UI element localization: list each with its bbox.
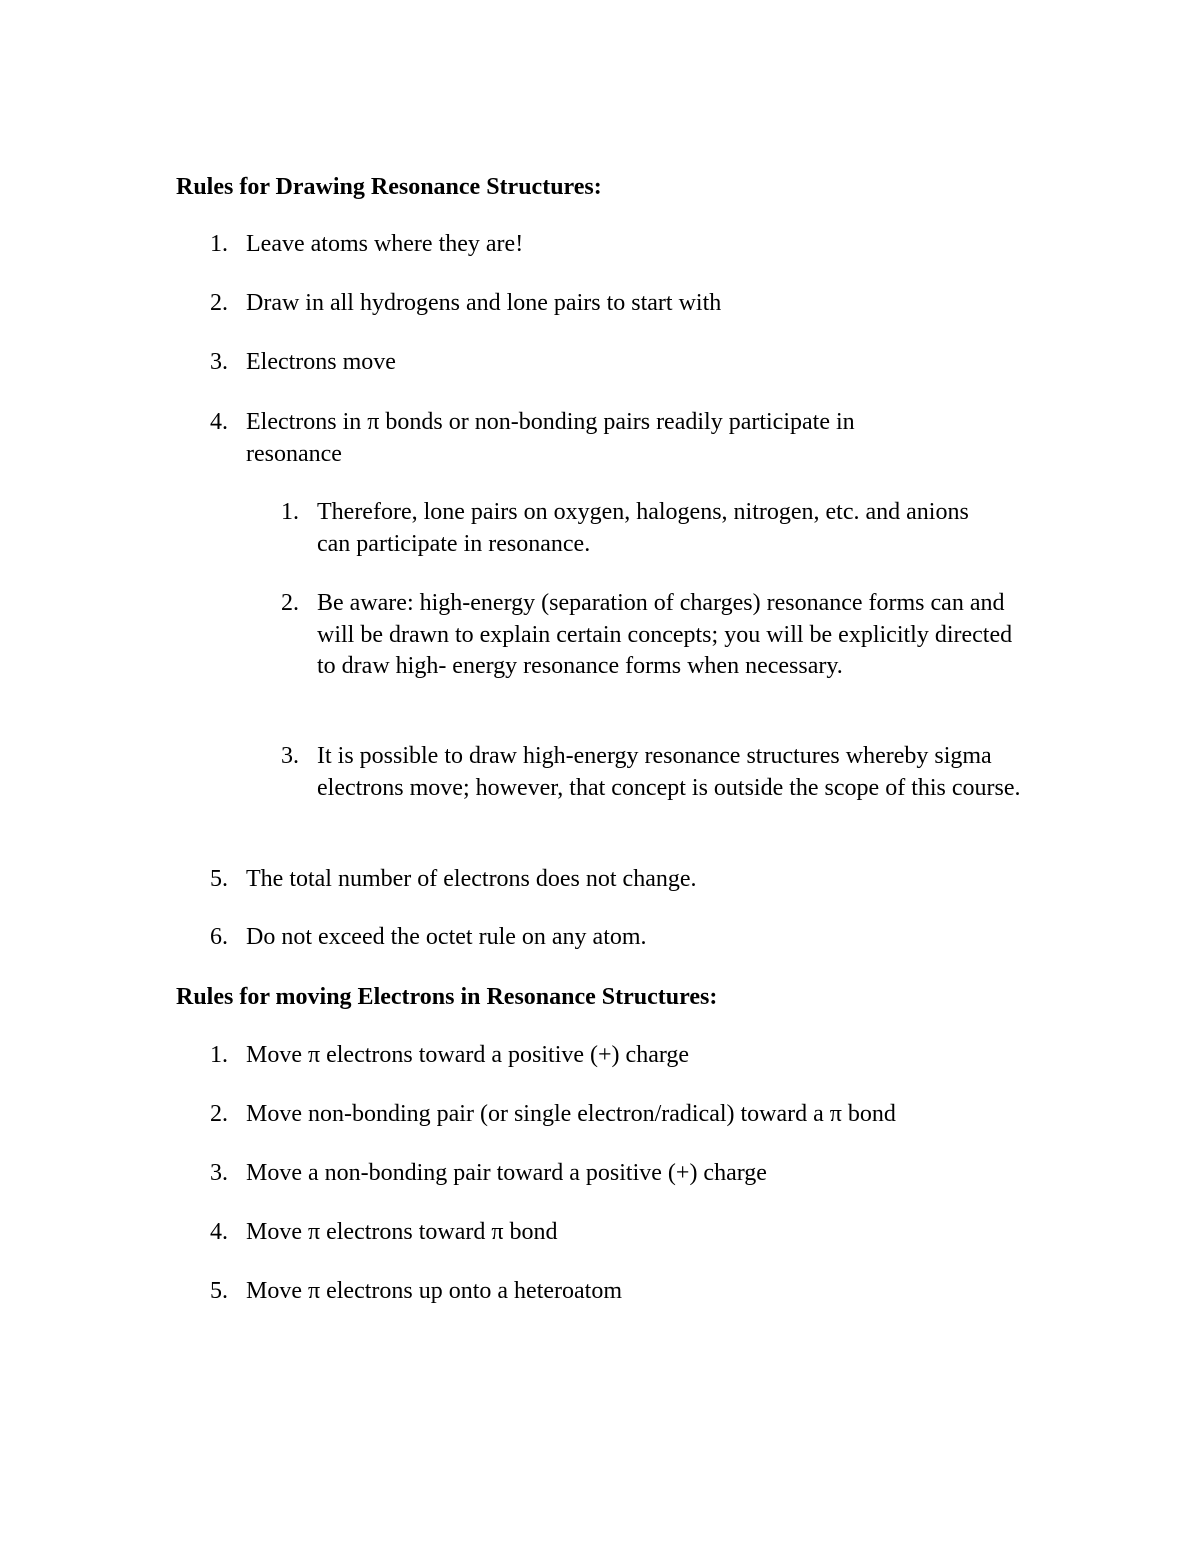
list-item bbox=[210, 1158, 1030, 1190]
list-number: 5. bbox=[210, 1278, 228, 1304]
list-item bbox=[210, 1276, 1030, 1308]
list-text: Draw in all hydrogens and lone pairs to start with bbox=[246, 290, 722, 316]
sub-list-item bbox=[281, 741, 1026, 804]
list-number: 3. bbox=[281, 743, 299, 769]
list-number: 1. bbox=[210, 1042, 228, 1068]
list-text: Move π electrons up onto a heteroatom bbox=[246, 1278, 623, 1304]
list-text: Electrons in π bonds or non-bonding pairs readily participate in resonance bbox=[246, 409, 855, 467]
section2-heading: Rules for moving Electrons in Resonance Structures: bbox=[176, 984, 718, 1010]
list-text: Do not exceed the octet rule on any atom. bbox=[246, 924, 647, 950]
list-item bbox=[210, 407, 950, 470]
list-text: Move non-bonding pair (or single electron/radical) toward a π bond bbox=[246, 1101, 896, 1127]
list-item bbox=[210, 1040, 1030, 1072]
list-item bbox=[210, 922, 1030, 954]
list-item bbox=[210, 864, 1030, 896]
list-item bbox=[210, 288, 1030, 320]
sub-list-item bbox=[281, 497, 1001, 560]
list-item bbox=[210, 347, 1030, 379]
list-number: 3. bbox=[210, 1160, 228, 1186]
list-number: 3. bbox=[210, 349, 228, 375]
list-item bbox=[210, 229, 1030, 261]
sub-list-item bbox=[281, 588, 1026, 683]
list-number: 5. bbox=[210, 866, 228, 892]
list-text: Be aware: high-energy (separation of charges) resonance forms can and will be drawn to explain certain concepts; you will be explicitly directed to draw high- energy resonance forms when necessary. bbox=[317, 590, 1013, 679]
list-number: 4. bbox=[210, 1219, 228, 1245]
list-text: Move π electrons toward π bond bbox=[246, 1219, 558, 1245]
list-number: 2. bbox=[210, 290, 228, 316]
list-text: It is possible to draw high-energy resonance structures whereby sigma electrons move; however, that concept is outside the scope of this course. bbox=[317, 743, 1021, 801]
list-text: Move π electrons toward a positive (+) charge bbox=[246, 1042, 690, 1068]
list-text: Electrons move bbox=[246, 349, 396, 375]
list-text: Therefore, lone pairs on oxygen, halogens, nitrogen, etc. and anions can participate in resonance. bbox=[317, 499, 969, 557]
list-number: 2. bbox=[210, 1101, 228, 1127]
list-number: 4. bbox=[210, 409, 228, 435]
list-text: Leave atoms where they are! bbox=[246, 231, 524, 257]
list-text: The total number of electrons does not change. bbox=[246, 866, 697, 892]
list-item bbox=[210, 1099, 1030, 1131]
list-text: Move a non-bonding pair toward a positive (+) charge bbox=[246, 1160, 767, 1186]
list-number: 6. bbox=[210, 924, 228, 950]
list-number: 2. bbox=[281, 590, 299, 616]
section1-heading: Rules for Drawing Resonance Structures: bbox=[176, 174, 602, 200]
list-number: 1. bbox=[210, 231, 228, 257]
list-item bbox=[210, 1217, 1030, 1249]
list-number: 1. bbox=[281, 499, 299, 525]
